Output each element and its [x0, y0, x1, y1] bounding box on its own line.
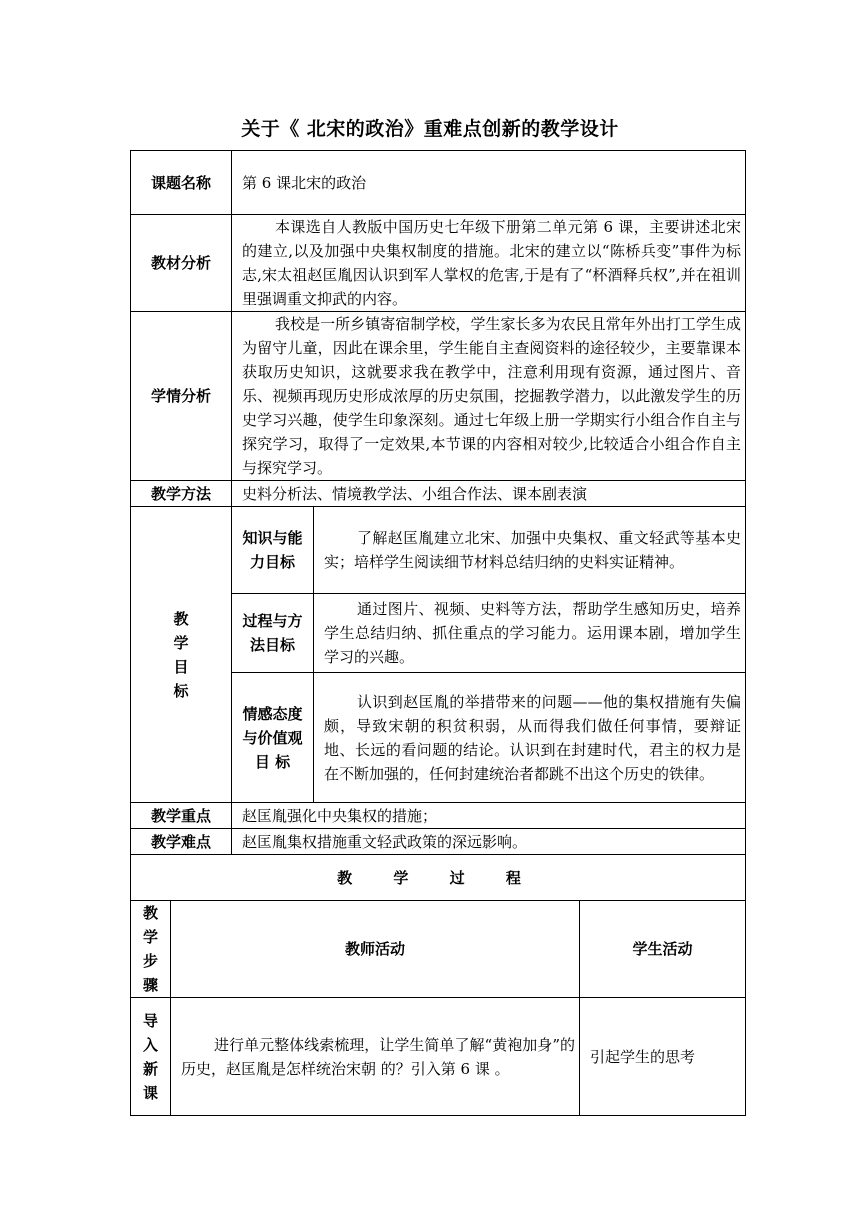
key-value: 赵匡胤强化中央集权的措施； — [232, 803, 746, 829]
topic-value: 第 6 课北宋的政治 — [232, 151, 746, 215]
students-row — [131, 312, 746, 481]
method-row — [131, 481, 746, 507]
difficult-label: 教学难点 — [131, 829, 232, 855]
material-row — [131, 215, 746, 312]
intro-step-char: 导 — [142, 1011, 158, 1030]
goal-emotion-value: 认识到赵匡胤的举措带来的问题——他的集权措施有失偏颇，导致宋朝的积贫积弱，从而得我们做任何事情，要辩证地、长远的看问题的结论。认识到在封建时代，君主的权力是在不断加强的，任何封建统治者都跳不出这个历史的铁律。 — [314, 673, 746, 803]
topic-row — [131, 151, 746, 215]
intro-step-char: 新 — [142, 1059, 158, 1078]
steps-char: 学 — [142, 928, 158, 946]
key-row — [131, 803, 746, 829]
col-teacher-header: 教师活动 — [171, 901, 580, 998]
document-title: 关于《 北宋的政治》重难点创新的教学设计 — [241, 118, 619, 140]
process-header-row — [131, 901, 746, 998]
col-student-header: 学生活动 — [580, 901, 746, 998]
intro-step-char: 入 — [142, 1035, 158, 1054]
method-label: 教学方法 — [131, 481, 232, 507]
goals-label-char: 目 — [173, 657, 189, 676]
goal-knowledge-value: 了解赵匡胤建立北宋、加强中央集权、重文轻武等基本史实；培样学生阅读细节材料总结归纳的史料实证精神。 — [314, 507, 746, 594]
material-value: 本课选自人教版中国历史七年级下册第二单元第 6 课，主要讲述北宋的建立,以及加强中央集权制度的措施。北宋的建立以“陈桥兵变”事件为标志,宋太祖赵匡胤因认识到军人掌权的危害,于是有了“杯酒释兵权”,并在祖训里强调重文抑武的内容。 — [232, 215, 746, 312]
col-steps-header — [131, 901, 171, 998]
intro-step — [131, 998, 171, 1116]
process-heading: 教 学 过 程 — [131, 855, 746, 901]
goal-row-knowledge — [131, 507, 746, 594]
intro-row — [131, 998, 746, 1116]
steps-char: 步 — [142, 952, 158, 970]
goal-emotion-label: 情感态度与价值观目 标 — [232, 673, 314, 803]
students-label: 学情分析 — [131, 312, 232, 481]
goal-knowledge-label: 知识与能力目标 — [232, 507, 314, 594]
intro-teacher-activity: 进行单元整体线索梳理，让学生简单了解“黄袍加身”的历史，赵匡胤是怎样统治宋朝 的？引入第 6 课 。 — [171, 998, 580, 1116]
material-label: 教材分析 — [131, 215, 232, 312]
method-value: 史料分析法、情境教学法、小组合作法、课本剧表演 — [232, 481, 746, 507]
goals-label-char: 学 — [173, 633, 189, 652]
students-value: 我校是一所乡镇寄宿制学校，学生家长多为农民且常年外出打工学生成为留守儿童，因此在课余里，学生能自主查阅资料的途径较少，主要靠课本获取历史知识，这就要求我在教学中，注意利用现有资源，通过图片、音乐、视频再现历史形成浓厚的历史氛围，挖掘教学潜力，以此激发学生的历史学习兴趣，使学生印象深刻。通过七年级上册一学期实行小组合作自主与探究学习，取得了一定效果,本节课的内容相对较少,比较适合小组合作自主与探究学习。 — [232, 312, 746, 481]
goals-label-char: 标 — [173, 681, 189, 700]
goal-process-label: 过程与方法目标 — [232, 594, 314, 673]
key-label: 教学重点 — [131, 803, 232, 829]
goal-process-value: 通过图片、视频、史料等方法，帮助学生感知历史，培养学生总结归纳、抓住重点的学习能力。运用课本剧，增加学生学习的兴趣。 — [314, 594, 746, 673]
intro-step-char: 课 — [142, 1083, 158, 1102]
lesson-plan-table — [130, 150, 746, 1116]
steps-char: 骤 — [142, 976, 158, 994]
goals-label — [131, 507, 232, 803]
goals-label-char: 教 — [173, 609, 189, 628]
intro-student-activity: 引起学生的思考 — [580, 998, 746, 1116]
steps-char: 教 — [142, 904, 158, 922]
difficult-row — [131, 829, 746, 855]
difficult-value: 赵匡胤集权措施重文轻武政策的深远影响。 — [232, 829, 746, 855]
process-heading-row — [131, 855, 746, 901]
topic-label: 课题名称 — [131, 151, 232, 215]
